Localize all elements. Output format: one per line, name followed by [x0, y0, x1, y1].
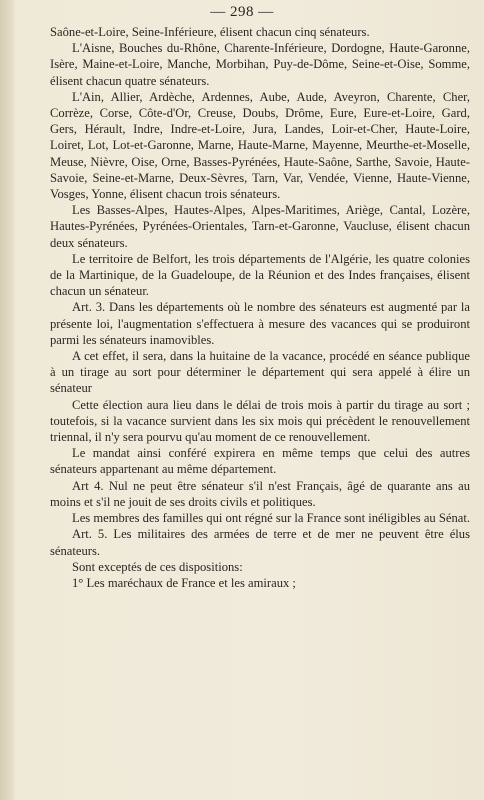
- article-paragraph: Art. 5. Les militaires des armées de terre et de mer ne peuvent être élus sénateurs.: [50, 527, 470, 558]
- body-text: [50, 24, 470, 591]
- paragraph: Sont exceptés de ces dispositions:: [72, 559, 243, 574]
- paragraph: Le mandat ainsi conféré expirera en même temps que celui des autres sénateurs appartenant au même département.: [50, 446, 470, 477]
- paragraph: Le territoire de Belfort, les trois départements de l'Algérie, les quatre colonies de la Martinique, de la Guadeloupe, de la Réunion et des Indes françaises, élisent chacun un sénateur.: [50, 251, 470, 299]
- paragraph: Les Basses-Alpes, Hautes-Alpes, Alpes-Maritimes, Ariège, Cantal, Lozère, Hautes-Pyrénées, Pyrénées-Orientales, Tarn-et-Garonne, Vaucluse, élisent chacun deux sénateurs.: [50, 203, 470, 250]
- page-gutter: [0, 0, 14, 800]
- paragraph: Cette élection aura lieu dans le délai de trois mois à partir du tirage au sort ; toutefois, si la vacance survient dans les six mois qui précèdent le renouvellement triennal, il n'y sera pourvu qu'au moment de ce renouvellement.: [50, 397, 470, 445]
- paragraph: Saône-et-Loire, Seine-Inférieure, élisent chacun cinq sénateurs.: [50, 25, 370, 39]
- paragraph: Les membres des familles qui ont régné sur la France sont inéligibles au Sénat.: [72, 511, 471, 526]
- article-paragraph: Art. 3. Dans les départements où le nombre des sénateurs est augmenté par la présente loi, l'augmentation s'effectuera à mesure des vacances qui se produiront parmi les sénateurs inamovibles.: [50, 300, 470, 347]
- article-paragraph: Art 4. Nul ne peut être sénateur s'il n'est Français, âgé de quarante ans au moins et s'il ne jouit de ses droits civils et politiques.: [50, 478, 470, 509]
- paragraph: A cet effet, il sera, dans la huitaine de la vacance, procédé en séance publique à un tirage au sort pour déterminer le département qui sera appelé à élire un sénateur: [50, 349, 470, 396]
- paragraph: L'Ain, Allier, Ardèche, Ardennes, Aube, Aude, Aveyron, Charente, Cher, Corrèze, Corse, Côte-d'Or, Creuse, Doubs, Drôme, Eure, Eure-et-Loire, Gard, Gers, Hérault, Indre, Indre-et-Loire, Jura, Landes, Loir-et-Cher, Haute-Loire, Loiret, Lot, Lot-et-Garonne, Marne, Haute-Marne, Mayenne, Meurthe-et-Moselle, Meuse, Nièvre, Oise, Orne, Basses-Pyrénées, Haute-Saône, Sarthe, Savoie, Haute-Savoie, Seine-et-Marne, Deux-Sèvres, Tarn, Var, Vendée, Vienne, Haute-Vienne, Vosges, Yonne, élisent chacun trois sénateurs.: [50, 89, 470, 202]
- page-number: — 298 —: [210, 4, 274, 20]
- list-item: 1° Les maréchaux de France et les amiraux ;: [72, 575, 296, 590]
- paragraph: L'Aisne, Bouches du-Rhône, Charente-Inférieure, Dordogne, Haute-Garonne, Isère, Maine-et-Loire, Manche, Morbihan, Puy-de-Dôme, Seine-et-Oise, Somme, élisent chacun quatre sénateurs.: [50, 41, 470, 88]
